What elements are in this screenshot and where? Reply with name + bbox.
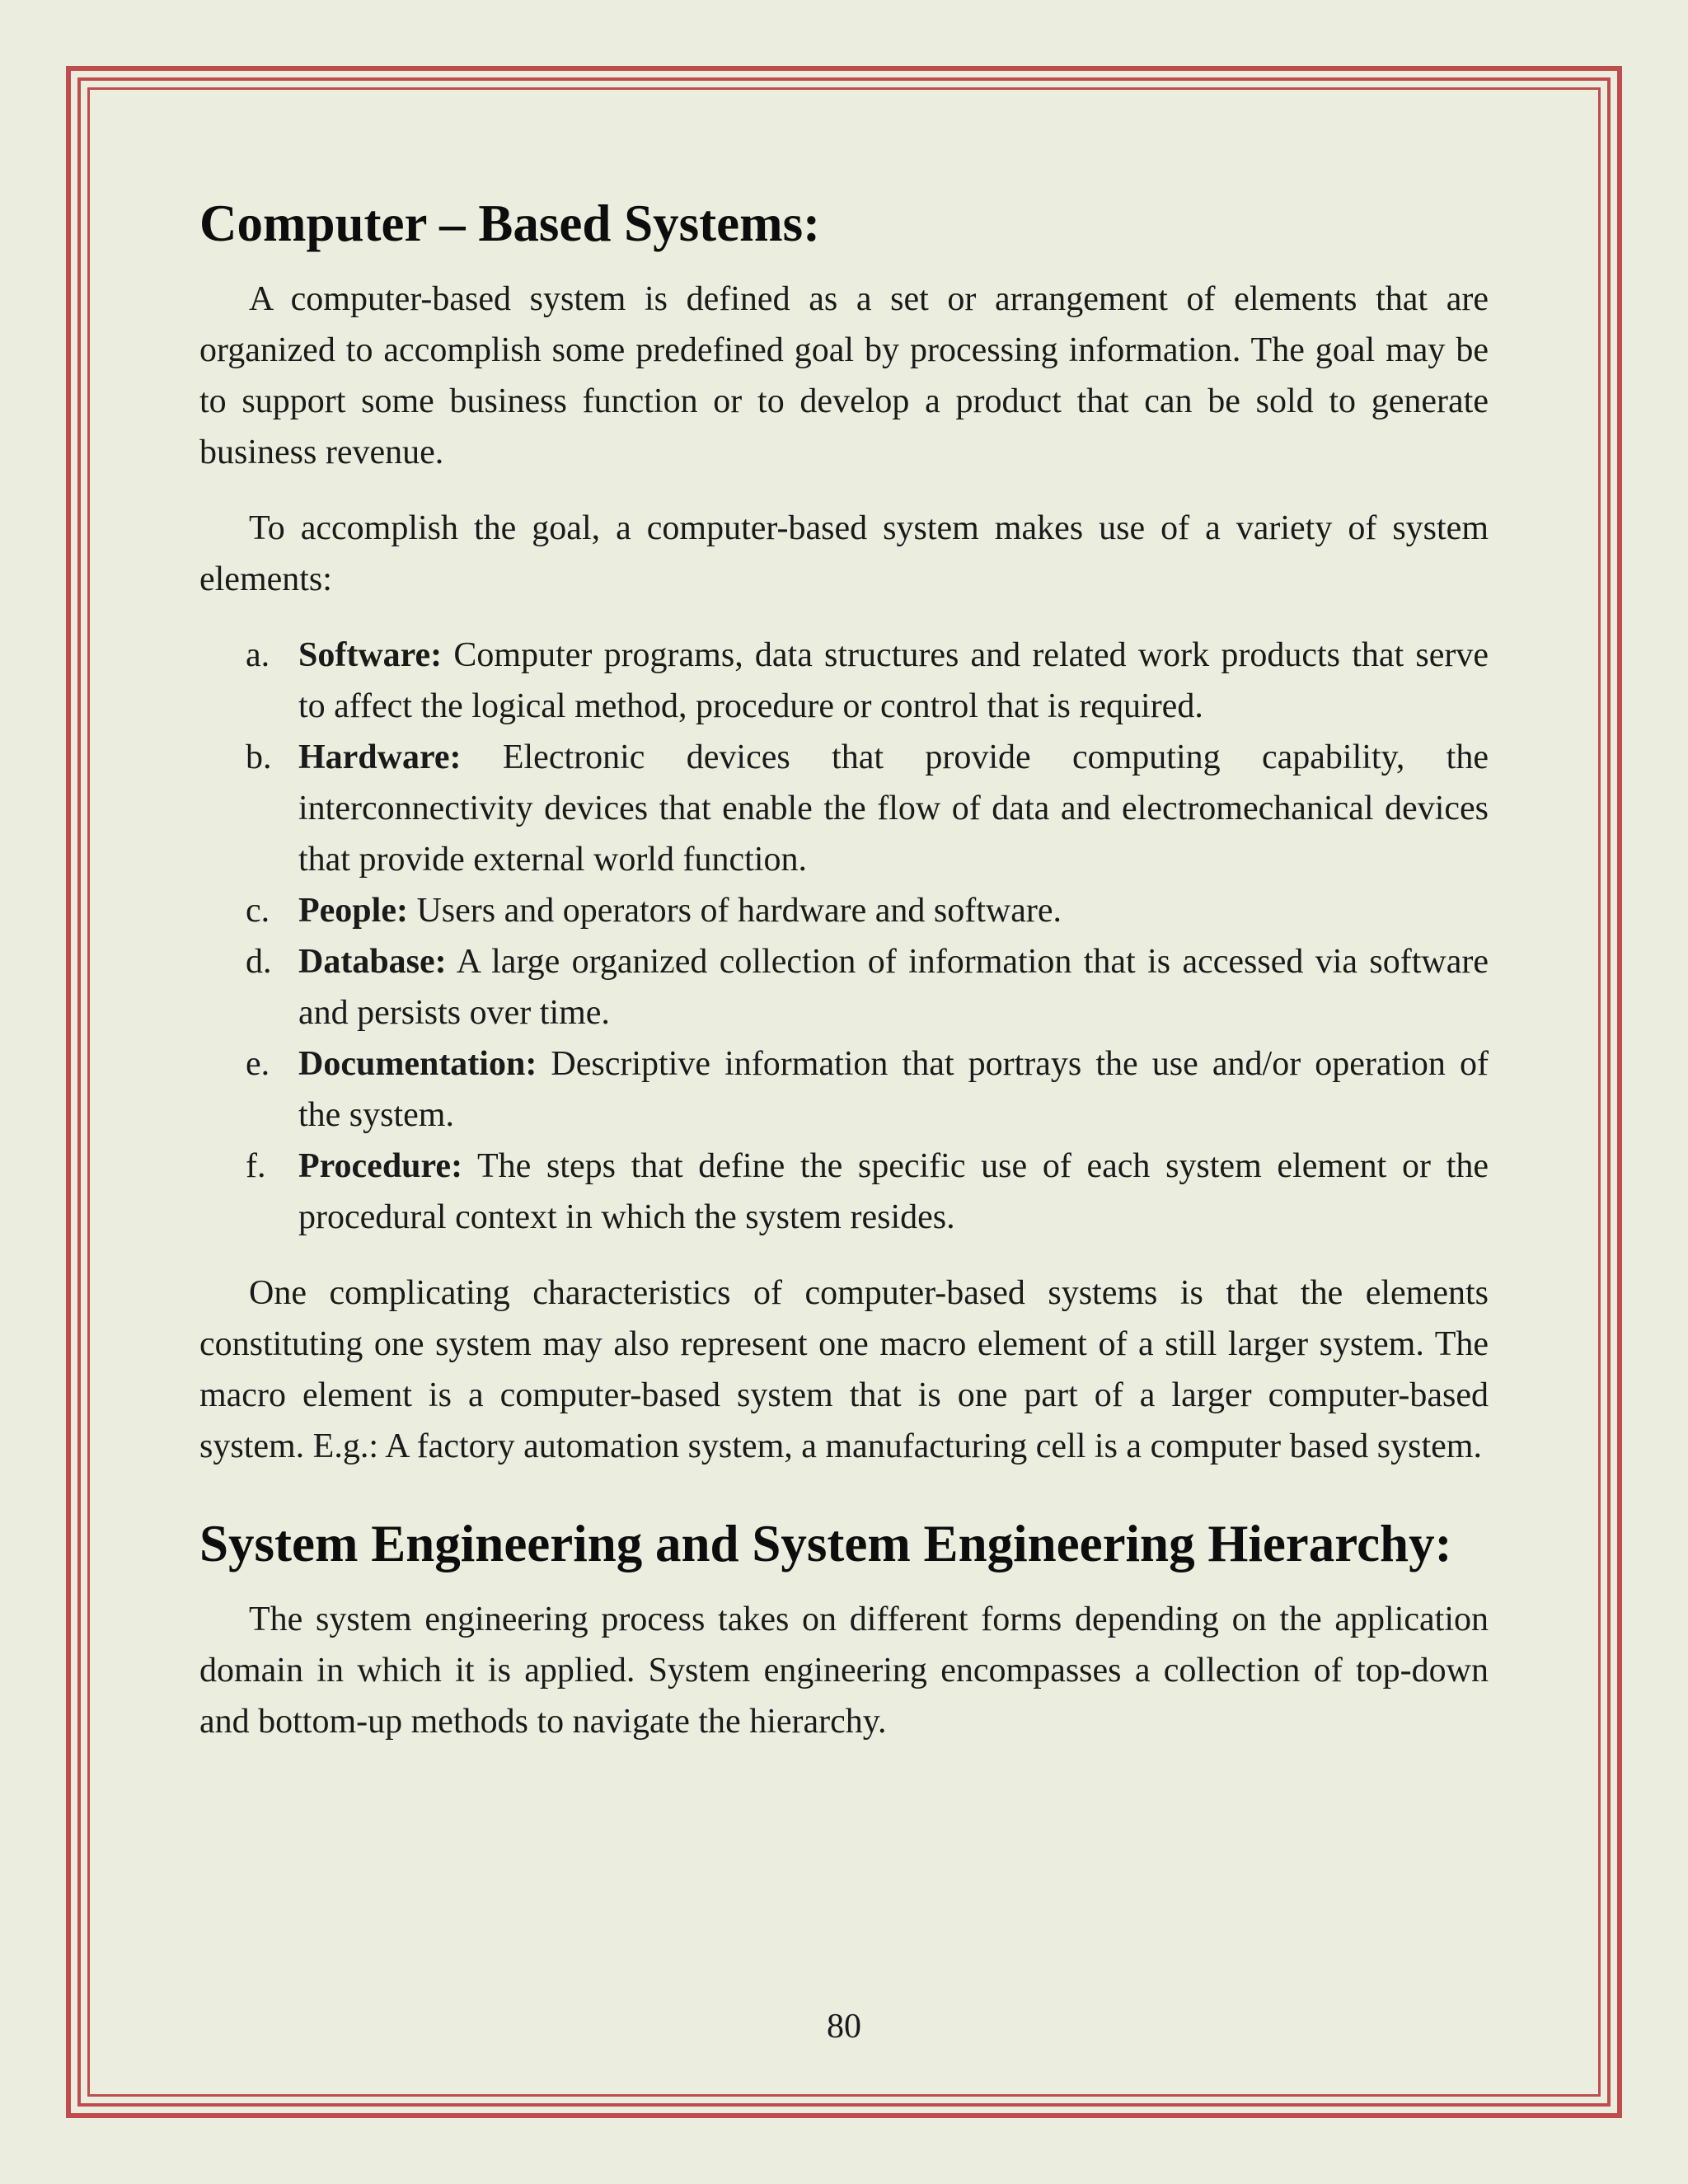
list-description: Electronic devices that provide computing capability, the interconnectivity devices that enable the flow of data and electromechanical devices that provide external world function. [298,738,1489,879]
paragraph-definition: A computer-based system is defined as a set or arrangement of elements that are organized to accomplish some predefined goal by processing information. The goal may be to support some business function or to develop a product that can be sold to generate business revenue. [199,280,1489,471]
list-term: Documentation: [298,1045,537,1083]
list-term: Hardware: [298,738,462,776]
list-item-database [199,936,1489,1038]
page-number: 80 [827,2008,861,2046]
list-term: Software: [298,636,443,674]
list-description: The steps that define the specific use of each system element or the procedural context in which the system resides. [298,1147,1489,1236]
paragraph-macro-element: One complicating characteristics of computer-based systems is that the elements constituting one system may also represent one macro element of a still larger system. The macro element is a computer-based system that is one part of a larger computer-based system. E.g.: A factory automation system, a manufacturing cell is a computer based system. [199,1274,1489,1465]
section-heading-computer-based-systems: Computer – Based Systems: [199,194,821,252]
list-marker: f. [246,1147,266,1185]
page-content [199,190,1489,1747]
paragraph-system-engineering: The system engineering process takes on different forms depending on the application domain in which it is applied. System engineering encompasses a collection of top-down and bottom-up methods to navigate the hierarchy. [199,1601,1489,1741]
list-description: Users and operators of hardware and software. [407,892,1062,930]
list-description: Descriptive information that portrays the use and/or operation of the system. [298,1045,1489,1134]
list-term: People: [298,892,408,930]
section-heading-system-engineering: System Engineering and System Engineering Hierarchy: [199,1515,1452,1572]
list-marker: a. [246,636,270,674]
list-description: Computer programs, data structures and related work products that serve to affect the logical method, procedure or control that is required. [298,636,1489,725]
list-marker: e. [246,1045,270,1083]
list-marker: b. [246,738,272,776]
list-item-people [199,885,1489,936]
list-marker: c. [246,892,270,930]
list-item-software [199,630,1489,732]
list-term: Procedure: [298,1147,463,1185]
list-term: Database: [298,943,447,981]
list-item-hardware [199,732,1489,885]
list-item-documentation [199,1038,1489,1141]
list-marker: d. [246,943,272,981]
paragraph-system-elements-intro: To accomplish the goal, a computer-based system makes use of a variety of system elements: [199,509,1489,598]
list-description: A large organized collection of information that is accessed via software and persists over time. [298,943,1489,1032]
list-item-procedure [199,1141,1489,1243]
system-elements-list [199,630,1489,1243]
